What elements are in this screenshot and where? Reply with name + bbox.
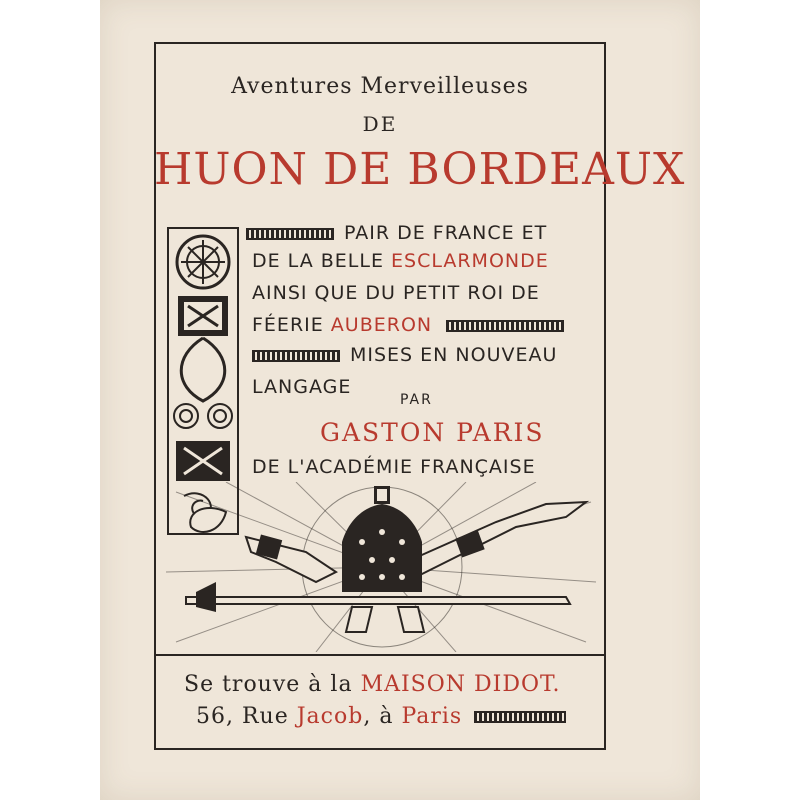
ornament-bar [246, 228, 334, 240]
imprint-se-trouve: Se trouve à la [184, 672, 361, 697]
auberon-name: AUBERON [330, 314, 433, 336]
imprint-a: , à [363, 704, 402, 729]
ornament-bar [252, 350, 340, 362]
body-line-5 [252, 344, 557, 366]
body-line-2-text: DE LA BELLE [252, 250, 391, 272]
street-name: Jacob [296, 704, 364, 729]
ornament-bar [474, 711, 566, 723]
body-line-4-text: FÉERIE [252, 314, 331, 336]
imprint-line-2 [196, 704, 566, 729]
body-line-1-text: PAIR DE FRANCE ET [344, 222, 548, 244]
ornament-bar [446, 320, 564, 332]
body-line-5-text: MISES EN NOUVEAU [350, 344, 558, 366]
publisher-name: MAISON DIDOT. [360, 672, 561, 697]
body-line-3-text: AINSI QUE DU PETIT ROI DE [252, 282, 540, 304]
par-label: PAR [400, 392, 433, 408]
esclarmonde-name: ESCLARMONDE [391, 250, 549, 272]
author-affiliation: DE L'ACADÉMIE FRANÇAISE [252, 456, 536, 478]
title-line-de: DE [362, 112, 398, 136]
body-line-4 [252, 314, 564, 336]
crown-engraving-icon [166, 482, 598, 652]
body-line-1 [246, 222, 547, 244]
body-line-6 [252, 376, 351, 398]
main-title-huon: HUON DE BORDEAUX [154, 144, 686, 195]
imprint-divider [154, 654, 606, 656]
city-name: Paris [401, 704, 463, 729]
body-line-6-text: LANGAGE [252, 376, 352, 398]
imprint-address: 56, Rue [196, 704, 297, 729]
author-name: GASTON PARIS [320, 418, 545, 447]
title-line-aventures: Aventures Merveilleuses [231, 74, 529, 99]
imprint-line-1 [184, 672, 560, 697]
body-line-3 [252, 282, 540, 304]
body-line-2 [252, 250, 549, 272]
